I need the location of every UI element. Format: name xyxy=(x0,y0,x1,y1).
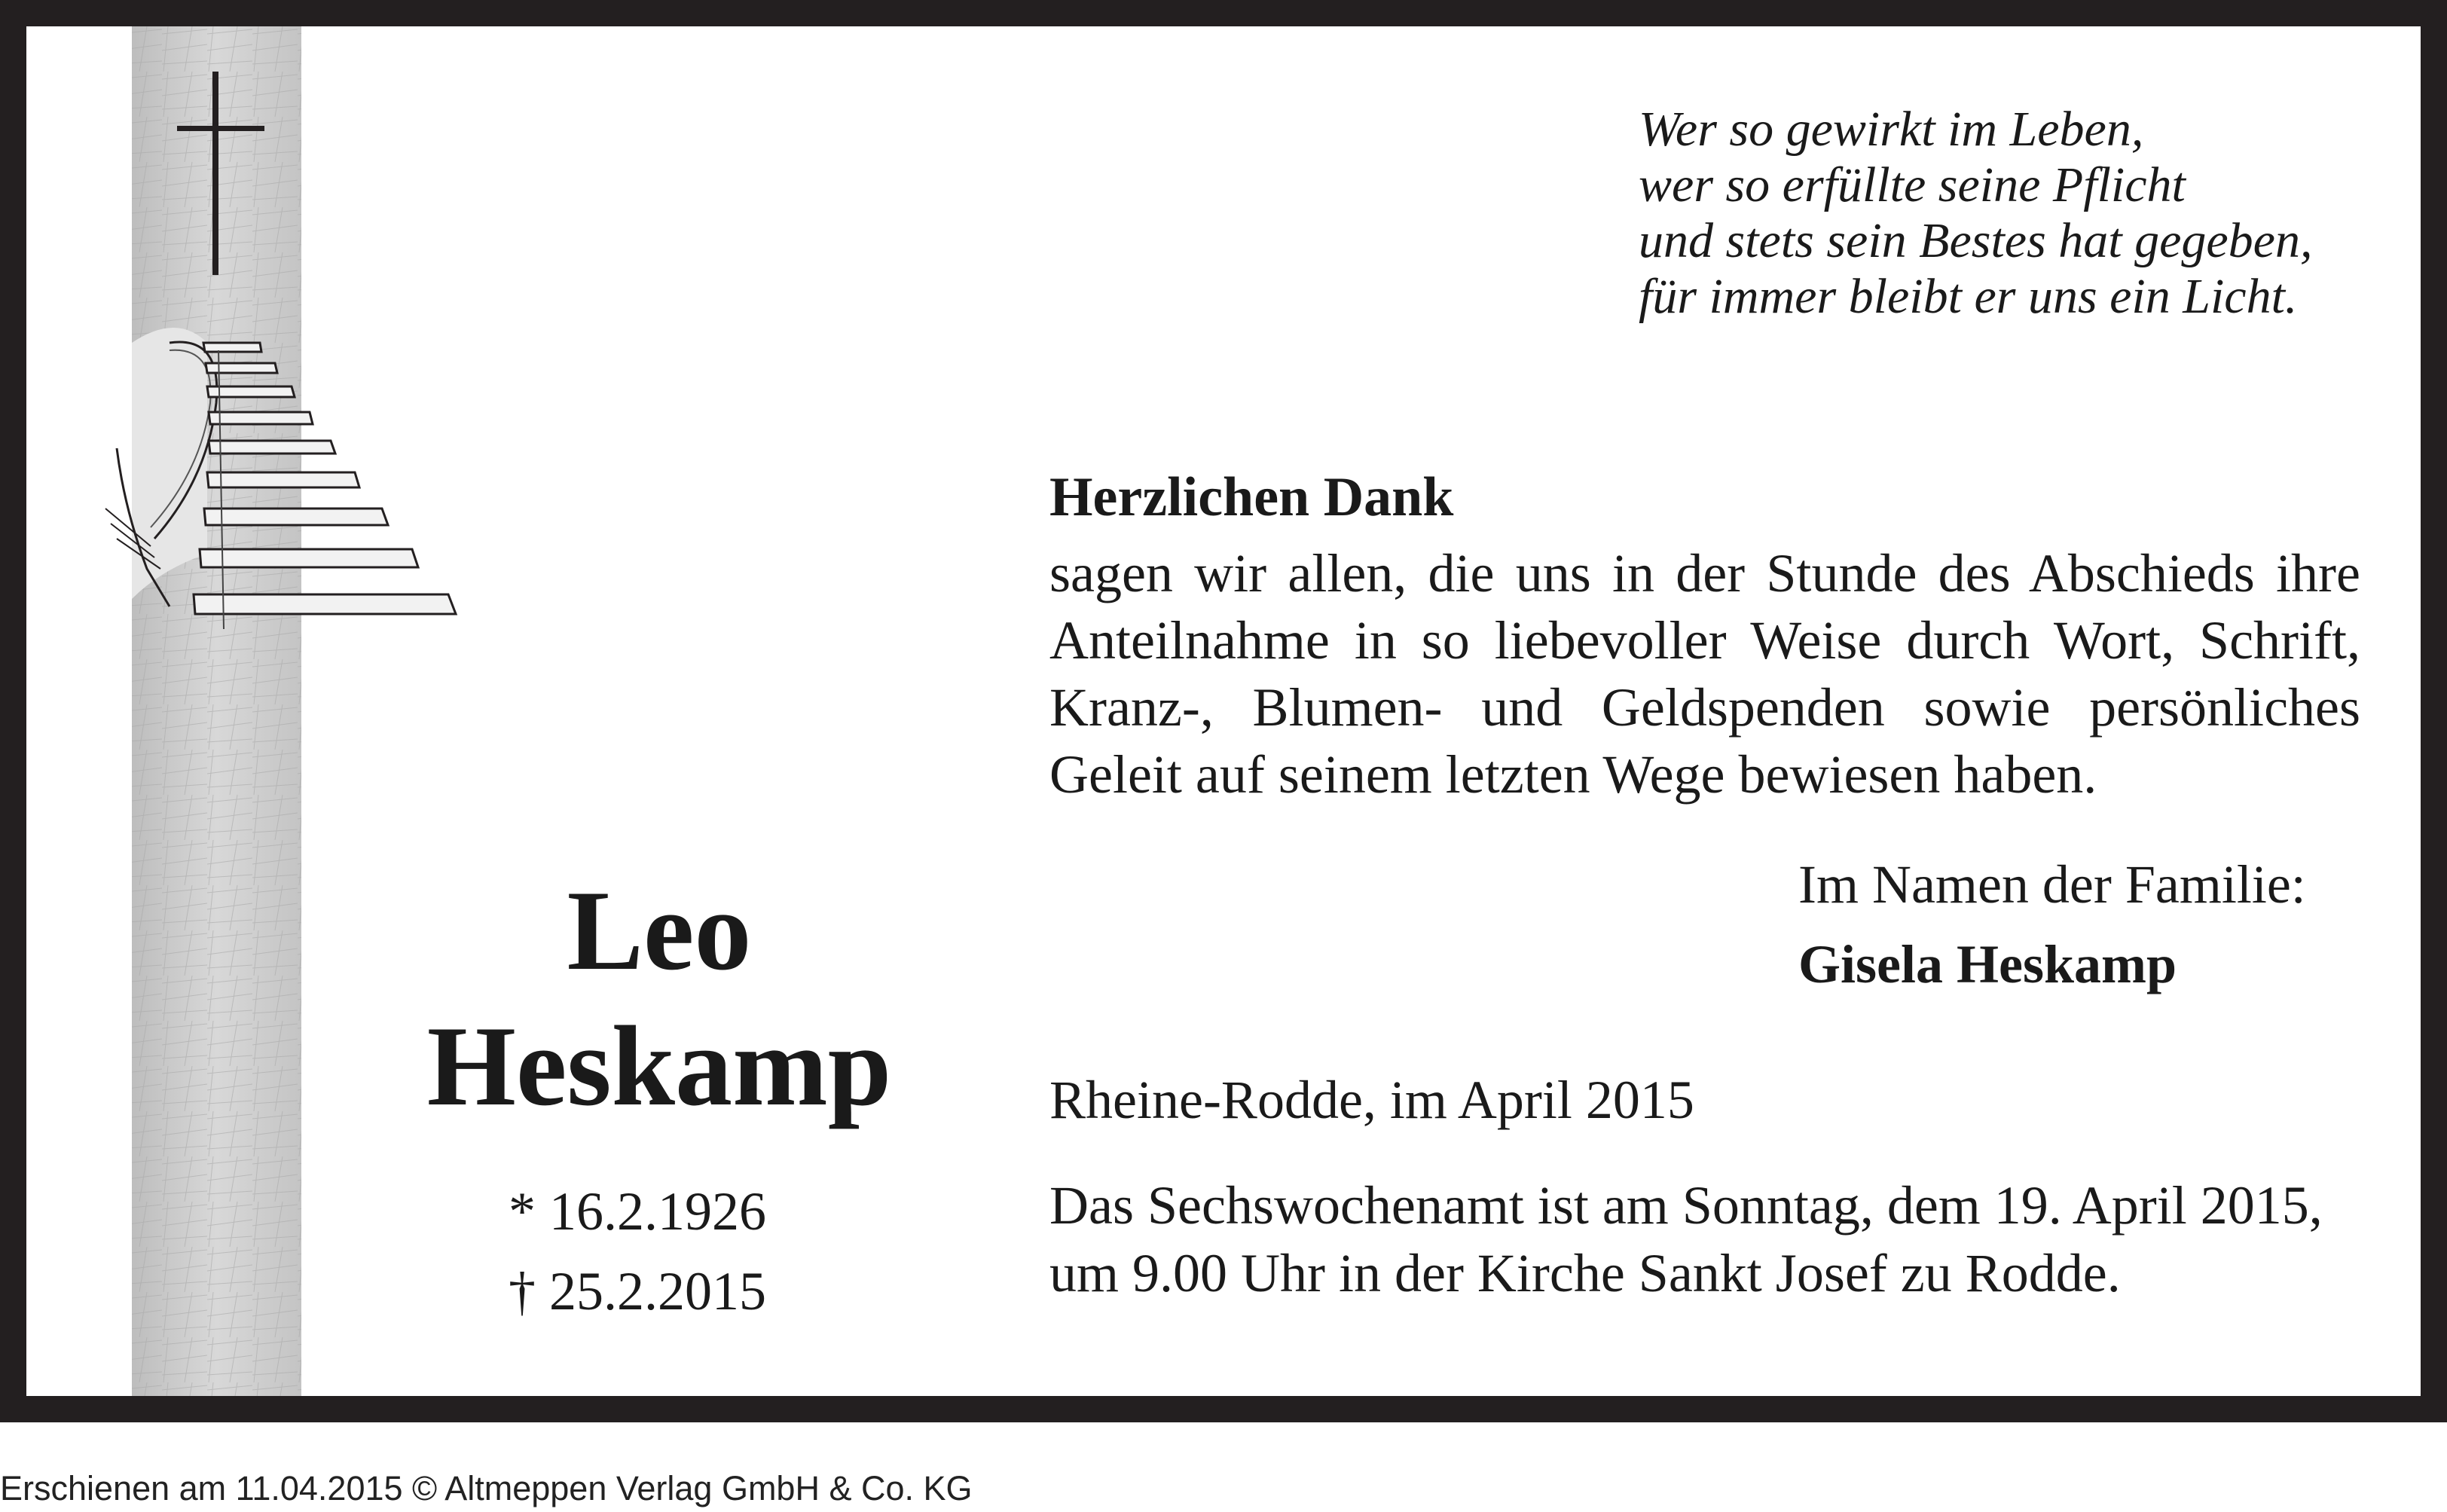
signature-name: Gisela Heskamp xyxy=(1798,934,2177,994)
thanks-line: Geleit auf seinem letzten Wege bewiesen haben. xyxy=(1049,744,2097,805)
obituary-card xyxy=(26,26,2421,1396)
memorial-illustration xyxy=(26,26,478,1396)
birth-date: * 16.2.1926 xyxy=(509,1181,766,1242)
deceased-name xyxy=(358,863,961,1134)
last-name: Heskamp xyxy=(426,1003,892,1129)
place-date: Rheine-Rodde, im April 2015 xyxy=(1049,1070,1694,1130)
poem-line: für immer bleibt er uns ein Licht. xyxy=(1639,269,2298,324)
thanks-paragraph xyxy=(1049,540,2360,808)
notice-line: um 9.00 Uhr in der Kirche Sankt Josef zu Rodde. xyxy=(1049,1243,2121,1303)
thanks-line: Kranz-, Blumen- und Geldspenden sowie persönliches xyxy=(1049,677,2360,738)
poem-line: und stets sein Bestes hat gegeben, xyxy=(1639,213,2313,268)
poem-line: Wer so gewirkt im Leben, xyxy=(1639,102,2144,157)
life-dates xyxy=(509,1171,766,1331)
thanks-line: sagen wir allen, die uns in der Stunde des Abschieds ihre xyxy=(1049,543,2360,603)
first-name: Leo xyxy=(567,867,752,994)
death-date: † 25.2.2015 xyxy=(509,1261,766,1321)
publication-footer: Erschienen am 11.04.2015 © Altmeppen Verlag GmbH & Co. KG xyxy=(0,1469,973,1507)
mass-notice xyxy=(1049,1171,2323,1307)
memorial-poem xyxy=(1639,102,2421,325)
thanks-line: Anteilnahme in so liebevoller Weise durch Wort, Schrift, xyxy=(1049,610,2360,670)
signature-label: Im Namen der Familie: xyxy=(1798,854,2306,915)
poem-line: wer so erfüllte seine Pflicht xyxy=(1639,157,2186,212)
thanks-heading: Herzlichen Dank xyxy=(1049,466,1454,528)
notice-line: Das Sechswochenamt ist am Sonntag, dem 19. April 2015, xyxy=(1049,1175,2323,1236)
